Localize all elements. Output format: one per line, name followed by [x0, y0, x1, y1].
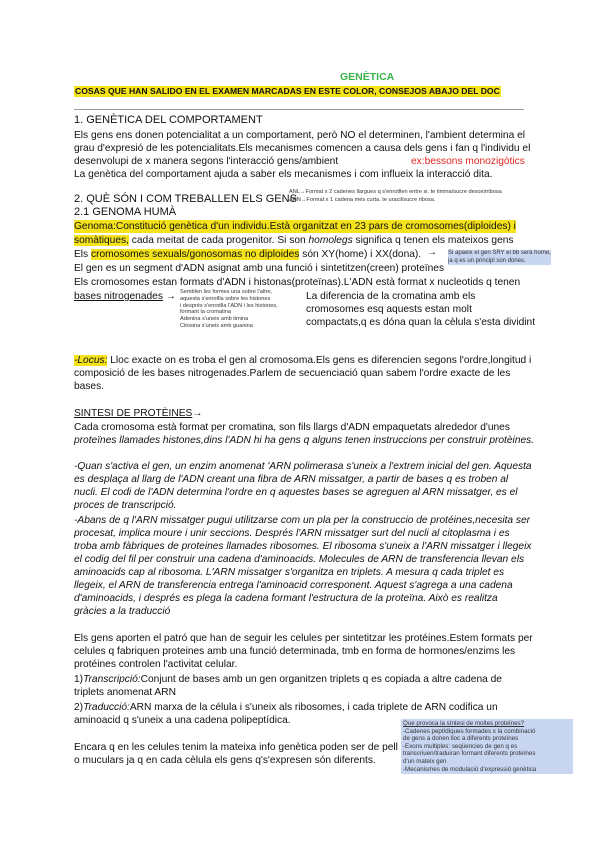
locus-term: -Locus:: [74, 355, 108, 366]
transcription-line-4: proces de transcripció.: [74, 500, 177, 511]
arn-note: ARN→Format x 1 cadena més curta. te uracil/sucre ribosa.: [289, 197, 436, 203]
translation-line-6: llegeix, el ARN de transferencia entrega l'aminoacid corresponent. Aquest s'agrega a una cadena: [74, 580, 513, 591]
s1-example: ex:bessons monozigòtics: [411, 156, 525, 167]
s1-line-2: grau d'expresió de les potencialitats.Els mecanismes comencen a causa dels gens i fan q l'individu el: [74, 143, 531, 154]
transcription-line-1: -Quan s'activa el gen, un enzim anomenat 'ARN polimerasa s'uneix a l'extrem inicial del gen. Aquesta: [74, 461, 532, 472]
transcription-term: Transcripció:: [83, 674, 141, 685]
sidebox-item: transcriuen/traduiran formant diferents proteïnes: [403, 750, 536, 758]
sintesi-heading: [74, 407, 203, 420]
arrow-icon: →: [427, 247, 438, 258]
translation-line-2: procesat, implica moure i unir seccions. Després l'ARN missatger surt del nucli al citoplasma i es: [74, 528, 510, 539]
chromatin-text-1: La diferencia de la cromatina amb els: [306, 291, 476, 302]
chromatin-text-2: cromosomes esq aquests estan molt: [306, 304, 472, 315]
sidebox-title: Que provoca la síntesi de moltes proteïnes?: [403, 720, 525, 727]
sintesi-arrow-icon: →: [192, 408, 203, 419]
translation-line-8: gràcies a la traducció: [74, 606, 171, 617]
sidebox-item: -Cadenes peptídiques formades x la combinació: [403, 727, 536, 735]
sidebox-item: -Exons multiples: seqüencies de gen q es: [403, 742, 518, 750]
sidebox-item: de gens a donen lloc a diferents proteïnes: [403, 735, 519, 743]
homolegs-term: homolegs: [308, 235, 353, 246]
bases-line: [74, 290, 176, 303]
gens-line-1: Els gens aporten el patró que han de seguir les celules per sintetitzar les protéines.Estem formats per: [74, 633, 533, 644]
sidebox-item: d'un mateix gen: [403, 757, 447, 765]
genoma-rest-2: significa q tenen els mateixos gens: [355, 235, 514, 246]
divider: [74, 109, 524, 110]
s1-line-3: desenvolupi de x manera segons l'interacció gens/ambient: [74, 156, 339, 167]
transcription-line-2: es desplaça al llarg de l'ADN creant una fibra de ARN missatger, a partir de bases q es troben al: [74, 474, 509, 485]
subsection-heading: 2.1 GENOMA HUMÀ: [74, 206, 177, 218]
gene-definition: El gen es un segment d'ADN asignat amb una funció i sintetitzen(creen) proteïnes: [74, 263, 445, 274]
transcription-item: [74, 673, 502, 686]
genoma-rest: cada meitat de cada progenitor. Si son: [131, 235, 306, 246]
transcription-desc: Conjunt de bases amb un gen organitzen triplets q es copiada a altre cadena de: [140, 674, 502, 685]
translation-item-2: aminoacid q s'uneix a una cadena polipeptídica.: [74, 715, 291, 726]
locus-line-2: composició de les bases nitrogenades.Parlem de secuenciació quan sabem l'ordre exacte de les: [74, 368, 511, 379]
translation-line-5: aminoacids cap al ribosoma. L'ARN missatger s'organitza en triplets. A mesura q cada triplet es: [74, 567, 505, 578]
genoma-definition: Genoma:Constitució genètica d'un individu.Està organitzat en 23 pars de cromosomes(diploides) i: [74, 221, 516, 232]
gens-line-2: celules q fabriquen proteines amb una funció determinada, tmb en forma de hormones/enzims les: [74, 646, 516, 657]
sintesi-p1: Cada cromosoma està format per cromatina, son fils llargs d'ADN empaquetats alrededor d'unes: [74, 422, 510, 433]
s1-line-4: La genètica del comportament ajuda a saber els mecanismes i com influeix la interacció dita.: [74, 169, 493, 180]
s1-line-1: Els gens ens donen potencialitat a un comportament, però NO el determinen, l'ambient determina el: [74, 130, 526, 141]
exam-banner: COSAS QUE HAN SALIDO EN EL EXAMEN MARCADAS EN ESTE COLOR, CONSEJOS ABAJO DEL DOC: [75, 86, 500, 96]
genoma-line-2: [74, 234, 514, 247]
translation-line-1: -Abans de q l'ARN missatger pugui utilitzarse com un pla per la construccio de protéines,necesita ser: [74, 515, 531, 526]
translation-term: Traducció:: [83, 702, 130, 713]
translation-item: [74, 701, 498, 714]
item-1-number: 1): [74, 674, 84, 685]
gens-line-3: protéines controlen l'activitat celular.: [74, 659, 238, 670]
section-2-heading: 2. QUÈ SÓN I COM TREBALLEN ELS GENS: [74, 193, 297, 205]
translation-line-3: troba amb fàbriques de proteines llamades ribosomes. El ribosoma s'uneix a l'ARN missatger i llegeix: [74, 541, 532, 552]
locus-line-1: [74, 354, 531, 367]
chromatin-notes: Semblen les formes una sobre l'altre, aquesta s'enrotlla sobre les histones i després s'enrotlla l'ADN i les histones, formant la cromatina Adenina s'uneix amb timina Citosina s'uneix amb guanina: [180, 289, 278, 329]
sex-chromosomes-line: [74, 248, 421, 261]
locus-line-3: bases.: [74, 381, 105, 392]
adn-note: ANL→Format x 2 cadenes llargues q s'enrotllen entre si. te timina/sucre desoxirribosa: [289, 189, 502, 195]
transcription-line-3: nucli. El codi de l'ADN determina l'ordre en q aquestes bases se agreguen al ARN missatger, es el: [74, 487, 518, 498]
sintesi-p2: proteïnes llamades histones,dins l'ADN hi ha gens q alguns tenen instruccions per construir protèines.: [74, 435, 535, 446]
chromatin-text-3: compactats,q es dóna quan la cèlula s'esta dividint: [306, 317, 536, 328]
bases-term: bases nitrogenades: [74, 291, 163, 302]
transcription-item-2: triplets anomenat ARN: [74, 687, 176, 698]
translation-line-4: el codig del fil per construir una cadena d'aminoacids. Molecules de ARN de transferencia llevan els: [74, 554, 525, 565]
sex-chromosomes-rest: són XY(home) i XX(dona).: [302, 249, 422, 260]
sintesi-title: SINTESI DE PROTÈINES: [74, 408, 193, 419]
bases-arrow-icon: →: [165, 291, 176, 302]
document-title: GENÈTICA: [340, 71, 395, 83]
final-line-2: o muculars ja q en cada cèlula els gens q's'expresen són diferents.: [74, 755, 376, 766]
translation-line-7: d'aminoacids, i després es plega la cadena formant l'estructura de la proteïna. Això es realitza: [74, 593, 498, 604]
translation-desc: ARN marxa de la célula i s'uneix als ribosomes, i cada triplete de ARN codifica un: [129, 702, 498, 713]
item-2-number: 2): [74, 702, 84, 713]
sry-note: Si apaeix el gen SRY el bb serà home, ja q es un principi son dones.: [448, 250, 551, 264]
somatiques-highlight: somàtiques,: [74, 235, 129, 246]
section-1-heading: 1. GENÈTICA DEL COMPORTAMENT: [74, 114, 263, 126]
sidebox-item: -Mecanismes de modulació d'expressió genètica: [403, 765, 537, 773]
locus-text: Lloc exacte on es troba el gen al cromosoma.Els gens es diferencien segons l'ordre,longitud i: [107, 355, 532, 366]
chromosome-composition: Els cromosomes estan formats d'ADN i histonas(proteïnas).L'ADN està format x nucleotids q tenen: [74, 277, 521, 288]
sex-chromosomes-highlight: cromosomes sexuals/gonosomas no diploides: [91, 249, 300, 260]
final-line-1: Encara q en les celules tenim la mateixa info genètica poden ser de pell: [74, 742, 398, 753]
protein-synthesis-sidebox: [401, 719, 573, 774]
els-word: Els: [74, 249, 89, 260]
